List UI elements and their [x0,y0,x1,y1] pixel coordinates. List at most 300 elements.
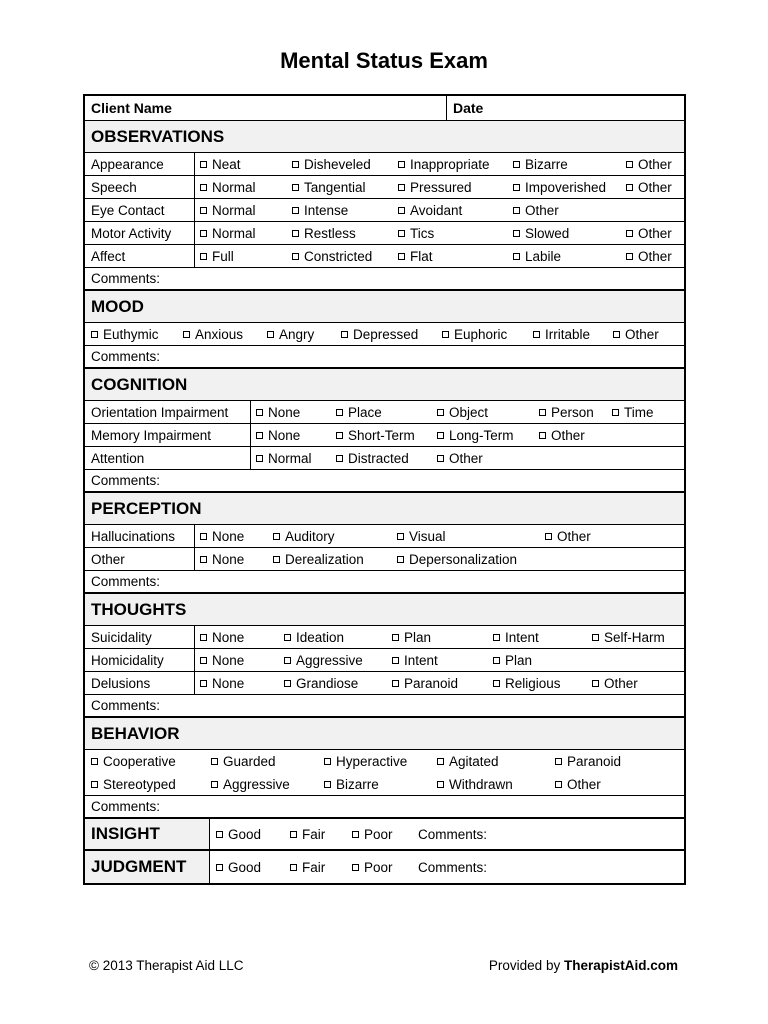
observations-option[interactable] [292,153,371,175]
checkbox-icon[interactable] [513,230,520,237]
checkbox-icon[interactable] [324,758,331,765]
behavior-option-label: Cooperative [103,754,176,769]
observations-option[interactable] [292,245,372,267]
perception-comments-label: Comments: [91,574,161,589]
observations-option-label: Bizarre [525,156,568,172]
checkbox-icon[interactable] [256,409,263,416]
provided-by-text [489,958,678,973]
thoughts-option-label: Other [604,675,638,691]
observations-comments-label: Comments: [91,271,161,286]
client-name-field[interactable]: Client Name [85,96,447,120]
observations-row [85,199,684,222]
checkbox-icon[interactable] [216,864,223,871]
perception-row [85,525,684,548]
observations-option-label: Normal [212,225,256,241]
thoughts-options [195,649,684,671]
thoughts-option-label: Plan [404,629,432,645]
checkbox-icon[interactable] [626,161,633,168]
cognition-row [85,401,684,424]
thoughts-option-label: Grandiose [296,675,359,691]
mood-options [85,323,684,345]
perception-row-label: Other [85,548,195,570]
perception-option-label: Auditory [285,528,335,544]
checkbox-icon[interactable] [612,409,619,416]
page-title: Mental Status Exam [280,48,488,73]
observations-option[interactable] [398,245,433,267]
behavior-option-label: Withdrawn [449,776,513,792]
copyright-text: © 2013 Therapist Aid LLC [89,958,244,973]
checkbox-icon[interactable] [256,455,263,462]
mood-row [85,323,684,346]
checkbox-icon[interactable] [555,781,562,788]
observations-option[interactable] [626,245,672,267]
observations-option[interactable] [200,199,256,221]
checkbox-icon[interactable] [256,432,263,439]
checkbox-icon[interactable] [392,634,399,641]
behavior-option[interactable] [437,750,499,773]
observations-row [85,245,684,268]
checkbox-icon[interactable] [352,864,359,871]
cognition-comments-label: Comments: [91,473,161,488]
behavior-option[interactable] [324,773,379,795]
observations-option-label: Neat [212,156,241,172]
thoughts-option[interactable] [284,626,344,648]
mood-option-label: Irritable [545,326,591,342]
checkbox-icon[interactable] [211,758,218,765]
cognition-option[interactable] [256,424,300,446]
cognition-row-label: Attention [85,447,251,469]
thoughts-options [195,672,684,694]
behavior-option-label: Stereotyped [103,776,176,792]
observations-option-label: Disheveled [304,156,371,172]
observations-option[interactable] [398,153,490,175]
cognition-option-label: Other [551,427,585,443]
thoughts-option[interactable] [200,672,244,694]
observations-option-label: Flat [410,248,433,264]
mood-option[interactable] [183,323,243,345]
observations-option-label: Avoidant [410,202,463,218]
observations-option-label: Full [212,248,234,264]
behavior-options [85,773,684,795]
checkbox-icon[interactable] [324,781,331,788]
perception-row-label: Hallucinations [85,525,195,547]
checkbox-icon[interactable] [292,161,299,168]
mental-status-form [83,94,686,885]
behavior-comments[interactable] [85,796,684,819]
thoughts-option-label: Aggressive [296,652,363,668]
observations-option-label: Other [638,179,672,195]
mood-option-label: Anxious [195,326,244,342]
observations-option[interactable] [292,199,348,221]
cognition-row [85,447,684,470]
cognition-options [251,401,684,423]
thoughts-option[interactable] [592,626,665,648]
checkbox-icon[interactable] [183,331,190,338]
observations-option-label: Other [638,156,672,172]
cognition-comments[interactable] [85,470,684,493]
thoughts-option[interactable] [493,626,539,648]
judgment-option-label: Good [228,859,262,875]
thoughts-comments-label: Comments: [91,698,161,713]
cognition-option[interactable] [612,401,654,423]
mood-option[interactable] [533,323,590,345]
thoughts-option-label: Ideation [296,629,345,645]
cognition-option[interactable] [256,401,300,423]
judgment-option[interactable] [216,851,261,883]
insight-option-label: Fair [302,826,326,842]
observations-row [85,153,684,176]
observations-option[interactable] [292,222,356,244]
checkbox-icon[interactable] [398,207,405,214]
checkbox-icon[interactable] [539,432,546,439]
cognition-option-label: Object [449,404,489,420]
mood-comments-label: Comments: [91,349,161,364]
observations-row [85,222,684,245]
section-title-mood: MOOD [85,291,684,323]
thoughts-option[interactable] [392,649,438,671]
checkbox-icon[interactable] [284,634,291,641]
observations-option[interactable] [398,176,472,198]
checkbox-icon[interactable] [398,161,405,168]
checkbox-icon[interactable] [336,409,343,416]
mood-option[interactable] [91,323,159,345]
insight-option-label: Poor [364,826,393,842]
thoughts-row [85,626,684,649]
observations-option[interactable] [626,153,672,175]
thoughts-option-label: None [212,629,245,645]
thoughts-row [85,649,684,672]
section-title-perception: PERCEPTION [85,493,684,525]
checkbox-icon[interactable] [200,253,207,260]
checkbox-icon[interactable] [200,556,207,563]
behavior-comments-label: Comments: [91,799,161,814]
checkbox-icon[interactable] [200,634,207,641]
perception-option[interactable] [397,548,517,570]
checkbox-icon[interactable] [200,657,207,664]
checkbox-icon[interactable] [398,253,405,260]
checkbox-icon[interactable] [533,331,540,338]
checkbox-icon[interactable] [267,331,274,338]
behavior-option-label: Bizarre [336,776,379,792]
behavior-row [85,773,684,796]
behavior-option[interactable] [324,750,407,773]
behavior-option-label: Aggressive [223,776,290,792]
section-title-observations: OBSERVATIONS [85,121,684,153]
checkbox-icon[interactable] [398,184,405,191]
insight-row [85,819,684,851]
perception-comments[interactable] [85,571,684,594]
perception-option[interactable] [273,548,364,570]
observations-option[interactable] [513,222,569,244]
observations-row [85,176,684,199]
checkbox-icon[interactable] [493,657,500,664]
insight-option[interactable] [216,819,261,849]
observations-options [195,245,684,267]
observations-option[interactable] [513,199,559,221]
judgment-option-label: Fair [302,859,326,875]
observations-option[interactable] [200,176,256,198]
checkbox-icon[interactable] [513,207,520,214]
cognition-option-label: Other [449,450,483,466]
date-field[interactable]: Date [453,100,484,116]
cognition-option-label: Place [348,404,382,420]
thoughts-option-label: None [212,675,245,691]
observations-option[interactable] [292,176,366,198]
cognition-option-label: Long-Term [449,427,514,443]
observations-option[interactable] [513,153,568,175]
observations-options [195,153,684,175]
checkbox-icon[interactable] [216,831,223,838]
thoughts-row-label: Suicidality [85,626,195,648]
mood-comments[interactable] [85,346,684,369]
checkbox-icon[interactable] [437,758,444,765]
observations-option[interactable] [200,222,256,244]
perception-options [195,525,684,547]
section-title-judgment: JUDGMENT [85,851,210,883]
observations-comments[interactable] [85,268,684,291]
cognition-row-label: Orientation Impairment [85,401,251,423]
checkbox-icon[interactable] [91,758,98,765]
observations-option-label: Inappropriate [410,156,490,172]
perception-option-label: Depersonalization [409,551,518,567]
checkbox-icon[interactable] [292,253,299,260]
cognition-option-label: Time [624,404,654,420]
thoughts-option[interactable] [592,672,638,694]
perception-option[interactable] [200,548,244,570]
thoughts-option[interactable] [392,672,458,694]
checkbox-icon[interactable] [284,680,291,687]
checkbox-icon[interactable] [437,455,444,462]
perception-option[interactable] [545,525,591,547]
checkbox-icon[interactable] [211,781,218,788]
mood-option-label: Euthymic [103,326,159,342]
checkbox-icon[interactable] [493,680,500,687]
checkbox-icon[interactable] [392,657,399,664]
cognition-option-label: Person [551,404,594,420]
perception-option-label: Visual [409,528,446,544]
mood-option[interactable] [341,323,418,345]
checkbox-icon[interactable] [336,455,343,462]
checkbox-icon[interactable] [539,409,546,416]
observations-option-label: Pressured [410,179,472,195]
checkbox-icon[interactable] [200,230,207,237]
insight-option-label: Good [228,826,262,842]
observations-option-label: Impoverished [525,179,607,195]
cognition-option-label: None [268,427,301,443]
checkbox-icon[interactable] [626,230,633,237]
behavior-option-label: Other [567,776,601,792]
checkbox-icon[interactable] [273,533,280,540]
observations-option[interactable] [398,199,462,221]
checkbox-icon[interactable] [592,634,599,641]
observations-option[interactable] [398,222,434,244]
observations-row-label: Motor Activity [85,222,195,244]
observations-option[interactable] [513,245,561,267]
checkbox-icon[interactable] [200,184,207,191]
checkbox-icon[interactable] [626,184,633,191]
cognition-option[interactable] [539,424,585,446]
thoughts-row-label: Homicidality [85,649,195,671]
checkbox-icon[interactable] [292,207,299,214]
cognition-option[interactable] [336,424,415,446]
behavior-option-label: Agitated [449,754,499,769]
observations-options [195,199,684,221]
mood-option[interactable] [442,323,507,345]
checkbox-icon[interactable] [200,533,207,540]
observations-option[interactable] [626,176,672,198]
checkbox-icon[interactable] [613,331,620,338]
observations-row-label: Speech [85,176,195,198]
behavior-option[interactable] [555,773,601,795]
thoughts-option[interactable] [284,672,358,694]
behavior-option[interactable] [211,773,290,795]
checkbox-icon[interactable] [284,657,291,664]
behavior-option-label: Guarded [223,754,276,769]
checkbox-icon[interactable] [437,409,444,416]
checkbox-icon[interactable] [493,634,500,641]
judgment-option[interactable] [352,851,393,883]
thoughts-row [85,672,684,695]
observations-option[interactable] [200,245,234,267]
client-header-row [85,96,684,121]
checkbox-icon[interactable] [392,680,399,687]
observations-option[interactable] [626,222,672,244]
insight-option[interactable] [290,819,325,849]
checkbox-icon[interactable] [200,680,207,687]
cognition-option[interactable] [256,447,312,469]
observations-options [195,176,684,198]
thoughts-option-label: None [212,652,245,668]
observations-option-label: Normal [212,179,256,195]
behavior-option[interactable] [91,773,176,795]
checkbox-icon[interactable] [397,533,404,540]
observations-row-label: Affect [85,245,195,267]
checkbox-icon[interactable] [397,556,404,563]
observations-row-label: Appearance [85,153,195,175]
observations-option-label: Normal [212,202,256,218]
cognition-option[interactable] [336,401,382,423]
insight-comments[interactable]: Comments: [418,826,488,842]
cognition-option-label: Normal [268,450,312,466]
thoughts-comments[interactable] [85,695,684,718]
thoughts-option-label: Intent [505,629,539,645]
insight-option[interactable] [352,819,393,849]
observations-options [195,222,684,244]
checkbox-icon[interactable] [91,781,98,788]
mood-option-label: Angry [279,326,315,342]
judgment-option-label: Poor [364,859,393,875]
observations-option-label: Tics [410,225,435,241]
mood-option[interactable] [613,323,659,345]
behavior-option-label: Paranoid [567,754,622,769]
judgment-options [210,851,684,883]
checkbox-icon[interactable] [290,864,297,871]
perception-option[interactable] [200,525,244,547]
perception-row [85,548,684,571]
observations-option[interactable] [513,176,606,198]
observations-option-label: Constricted [304,248,373,264]
cognition-row [85,424,684,447]
checkbox-icon[interactable] [290,831,297,838]
behavior-option[interactable] [555,750,621,773]
thoughts-option-label: Intent [404,652,438,668]
checkbox-icon[interactable] [437,781,444,788]
thoughts-option[interactable] [493,672,561,694]
mood-option-label: Euphoric [454,326,508,342]
cognition-option-label: Short-Term [348,427,415,443]
observations-option-label: Labile [525,248,562,264]
thoughts-option[interactable] [200,626,244,648]
thoughts-option-label: Paranoid [404,675,459,691]
thoughts-option[interactable] [392,626,431,648]
judgment-option[interactable] [290,851,325,883]
observations-option-label: Intense [304,202,349,218]
provided-by-label: Provided by [488,958,561,973]
behavior-option[interactable] [437,773,513,795]
checkbox-icon[interactable] [513,184,520,191]
cognition-option[interactable] [539,401,594,423]
perception-options [195,548,684,570]
observations-option-label: Tangential [304,179,366,195]
mood-option[interactable] [267,323,314,345]
judgment-row [85,851,684,883]
cognition-row-label: Memory Impairment [85,424,251,446]
perception-option[interactable] [273,525,335,547]
observations-option-label: Restless [304,225,356,241]
observations-option-label: Slowed [525,225,570,241]
behavior-option[interactable] [211,750,276,773]
checkbox-icon[interactable] [398,230,405,237]
checkbox-icon[interactable] [200,207,207,214]
cognition-options [251,447,684,469]
perception-option[interactable] [397,525,446,547]
checkbox-icon[interactable] [91,331,98,338]
mood-option-label: Other [625,326,659,342]
judgment-comments[interactable]: Comments: [418,859,488,875]
checkbox-icon[interactable] [442,331,449,338]
checkbox-icon[interactable] [545,533,552,540]
cognition-option[interactable] [437,401,488,423]
cognition-option[interactable] [336,447,409,469]
observations-row-label: Eye Contact [85,199,195,221]
checkbox-icon[interactable] [352,831,359,838]
checkbox-icon[interactable] [555,758,562,765]
checkbox-icon[interactable] [437,432,444,439]
checkbox-icon[interactable] [292,184,299,191]
thoughts-option-label: Religious [505,675,561,691]
checkbox-icon[interactable] [513,161,520,168]
checkbox-icon[interactable] [592,680,599,687]
checkbox-icon[interactable] [273,556,280,563]
checkbox-icon[interactable] [626,253,633,260]
behavior-option[interactable] [91,750,176,773]
observations-option-label: Other [638,225,672,241]
thoughts-option[interactable] [284,649,363,671]
behavior-option-label: Hyperactive [336,754,408,769]
checkbox-icon[interactable] [336,432,343,439]
cognition-option-label: Distracted [348,450,409,466]
thoughts-option[interactable] [493,649,532,671]
checkbox-icon[interactable] [341,331,348,338]
checkbox-icon[interactable] [513,253,520,260]
cognition-option[interactable] [437,424,514,446]
checkbox-icon[interactable] [200,161,207,168]
cognition-option[interactable] [437,447,483,469]
thoughts-option[interactable] [200,649,244,671]
observations-option[interactable] [200,153,241,175]
checkbox-icon[interactable] [292,230,299,237]
perception-option-label: None [212,551,245,567]
